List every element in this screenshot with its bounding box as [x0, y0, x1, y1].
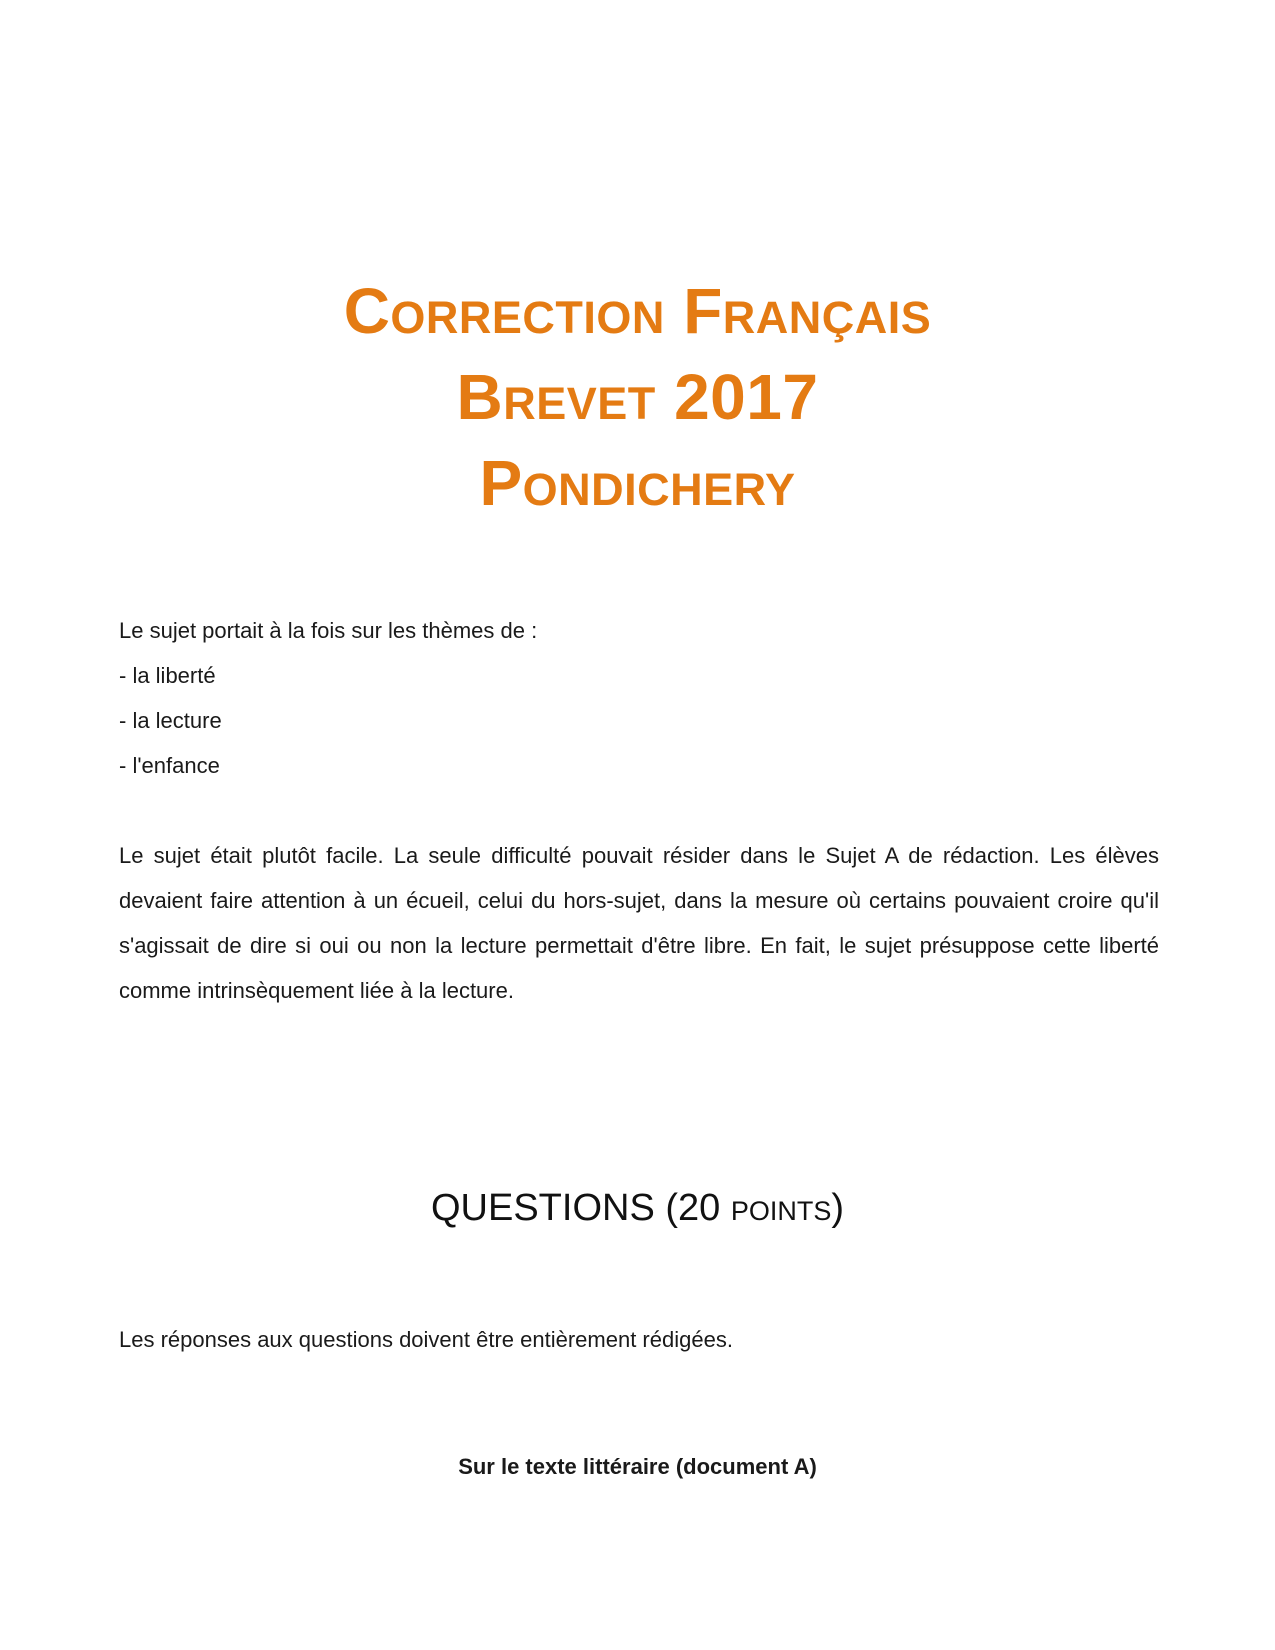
title-line-3: Pondichery	[479, 447, 796, 519]
theme-item-enfance: - l'enfance	[119, 753, 220, 778]
theme-item-lecture: - la lecture	[119, 708, 222, 733]
theme-item-liberte: - la liberté	[119, 663, 216, 688]
document-title	[0, 268, 1275, 526]
document-a-subheading: Sur le texte littéraire (document A)	[458, 1454, 817, 1479]
intro-block	[119, 608, 1159, 788]
questions-instruction: Les réponses aux questions doivent être entièrement rédigées.	[119, 1327, 733, 1352]
intro-lead: Le sujet portait à la fois sur les thèmes de :	[119, 618, 538, 643]
questions-heading: QUESTIONS (20 points)	[430, 1187, 844, 1229]
title-line-1: Correction Français	[343, 275, 932, 347]
title-line-2: Brevet 2017	[456, 361, 819, 433]
commentary-paragraph: Le sujet était plutôt facile. La seule difficulté pouvait résider dans le Sujet A de rédaction. Les élèves devaient faire attention à un écueil, celui du hors-sujet, dans la mesure où certains pouvaient croire qu'il s'agissait de dire si oui ou non la lecture permettait d'être libre. En fait, le sujet présuppose cette liberté comme intrinsèquement liée à la lecture.	[119, 843, 1159, 1003]
